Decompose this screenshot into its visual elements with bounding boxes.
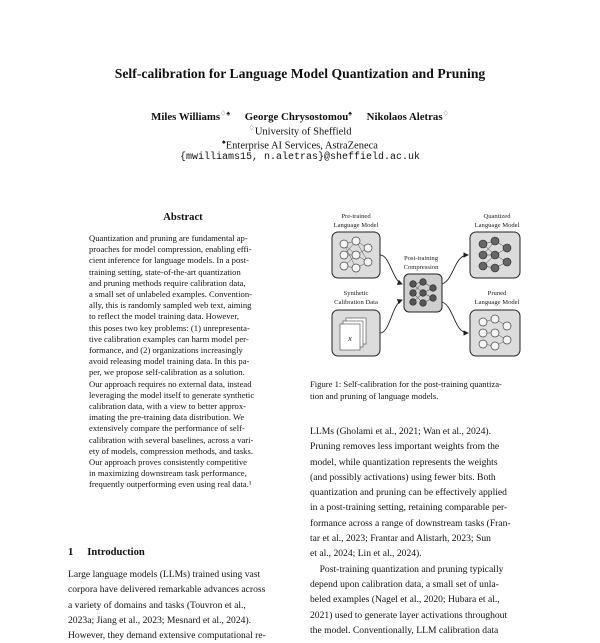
- arrow: [380, 300, 402, 333]
- affiliation: ♠Enterprise AI Services, AstraZeneca: [222, 138, 378, 152]
- intro-paragraph: Large language models (LLMs) trained using vast corpora have delivered remarkable advances across a variety of domains and tasks (Touvron et al., 2023a; Jiang et al., 2023; Mesnard et al., 2024). However, they demand extensive computational re-: [68, 569, 266, 642]
- quantized-label: Language Model: [474, 222, 520, 229]
- figure-caption: Figure 1: Self-calibration for the post-training quantiza- tion and pruning of language models.: [310, 379, 502, 401]
- section-heading: 1 Introduction: [68, 547, 145, 558]
- abstract-heading: Abstract: [163, 212, 203, 223]
- abstract-body: Quantization and pruning are fundamental ap- proaches for model compression, enabling effi- cient inference for language models. In a post- training setting, state-of-the-art quantization and pruning methods require calibration data, a small set of unlabeled examples. Convention- ally, this is randomly sampled web text, aiming to reflect the model training data. However, this poses two key problems: (1) unrepresenta- tive calibration examples can harm model per- formance, and (2) organizations increasingly avoid releasing model training data. In this pa- per, we propose self-calibration as a solution. Our approach requires no external data, instead leveraging the model itself to generate synthetic calibration data, with a view to better approx- imating the pre-training data distribution. We extensively compare the performance of self- calibration with several baselines, across a vari- ety of models, compression methods, and tasks. Our approach proves consistently competitive in maximizing downstream task performance, frequently outperforming even using real data.¹: [89, 233, 255, 490]
- author: Miles Williams♢♠: [151, 109, 231, 123]
- pretrained-label: Language Model: [333, 222, 379, 229]
- compression-box: [404, 274, 442, 312]
- author: George Chrysostomou♠: [244, 109, 352, 123]
- pruned-model-box: [470, 310, 520, 356]
- affiliation: ♢University of Sheffield: [248, 124, 352, 138]
- author: Nikolaos Aletras♢: [366, 109, 449, 123]
- synthetic-label: Synthetic: [343, 290, 369, 297]
- pretrained-model-box: [332, 232, 380, 278]
- author-list: [0, 109, 600, 123]
- arrow: [442, 255, 468, 284]
- pruned-label: Language Model: [474, 299, 520, 306]
- author-emails: {mwilliams15, n.aletras}@sheffield.ac.uk: [179, 152, 421, 163]
- pruned-label: Pruned: [487, 290, 507, 297]
- quantized-model-box: [470, 232, 520, 278]
- body-text-right: LLMs (Gholami et al., 2021; Wan et al., 2024). Pruning removes less important weights from the model, while quantization represents the weights (and possibly activations) using fewer bits. Both quantization and pruning can be effectively applied in a post-training setting, retaining comparable per- formance across a range of downstream tasks (Fran- tar et al., 2023; Frantar and Alistarh, 2023; Sun et al., 2024; Lin et al., 2024). Post-training quantization and pruning typically depend upon calibration data, a small set of unla- beled examples (Nagel et al., 2020; Hubara et al., 2021) used to generate layer activations throughout the model. Conventionally, LLM calibration data: [310, 426, 511, 636]
- figure-diagram: [308, 204, 532, 374]
- document-icon: x: [348, 334, 352, 343]
- synthetic-data-box: [332, 310, 380, 356]
- arrow: [442, 302, 468, 333]
- compression-label: Compression: [403, 264, 439, 271]
- quantized-label: Quantized: [483, 213, 511, 220]
- paper-title: Self-calibration for Language Model Quantization and Pruning: [114, 66, 486, 81]
- arrow: [380, 255, 402, 284]
- pretrained-label: Pre-trained: [341, 213, 371, 220]
- compression-label: Post-training: [403, 255, 439, 262]
- synthetic-label: Calibration Data: [334, 299, 378, 306]
